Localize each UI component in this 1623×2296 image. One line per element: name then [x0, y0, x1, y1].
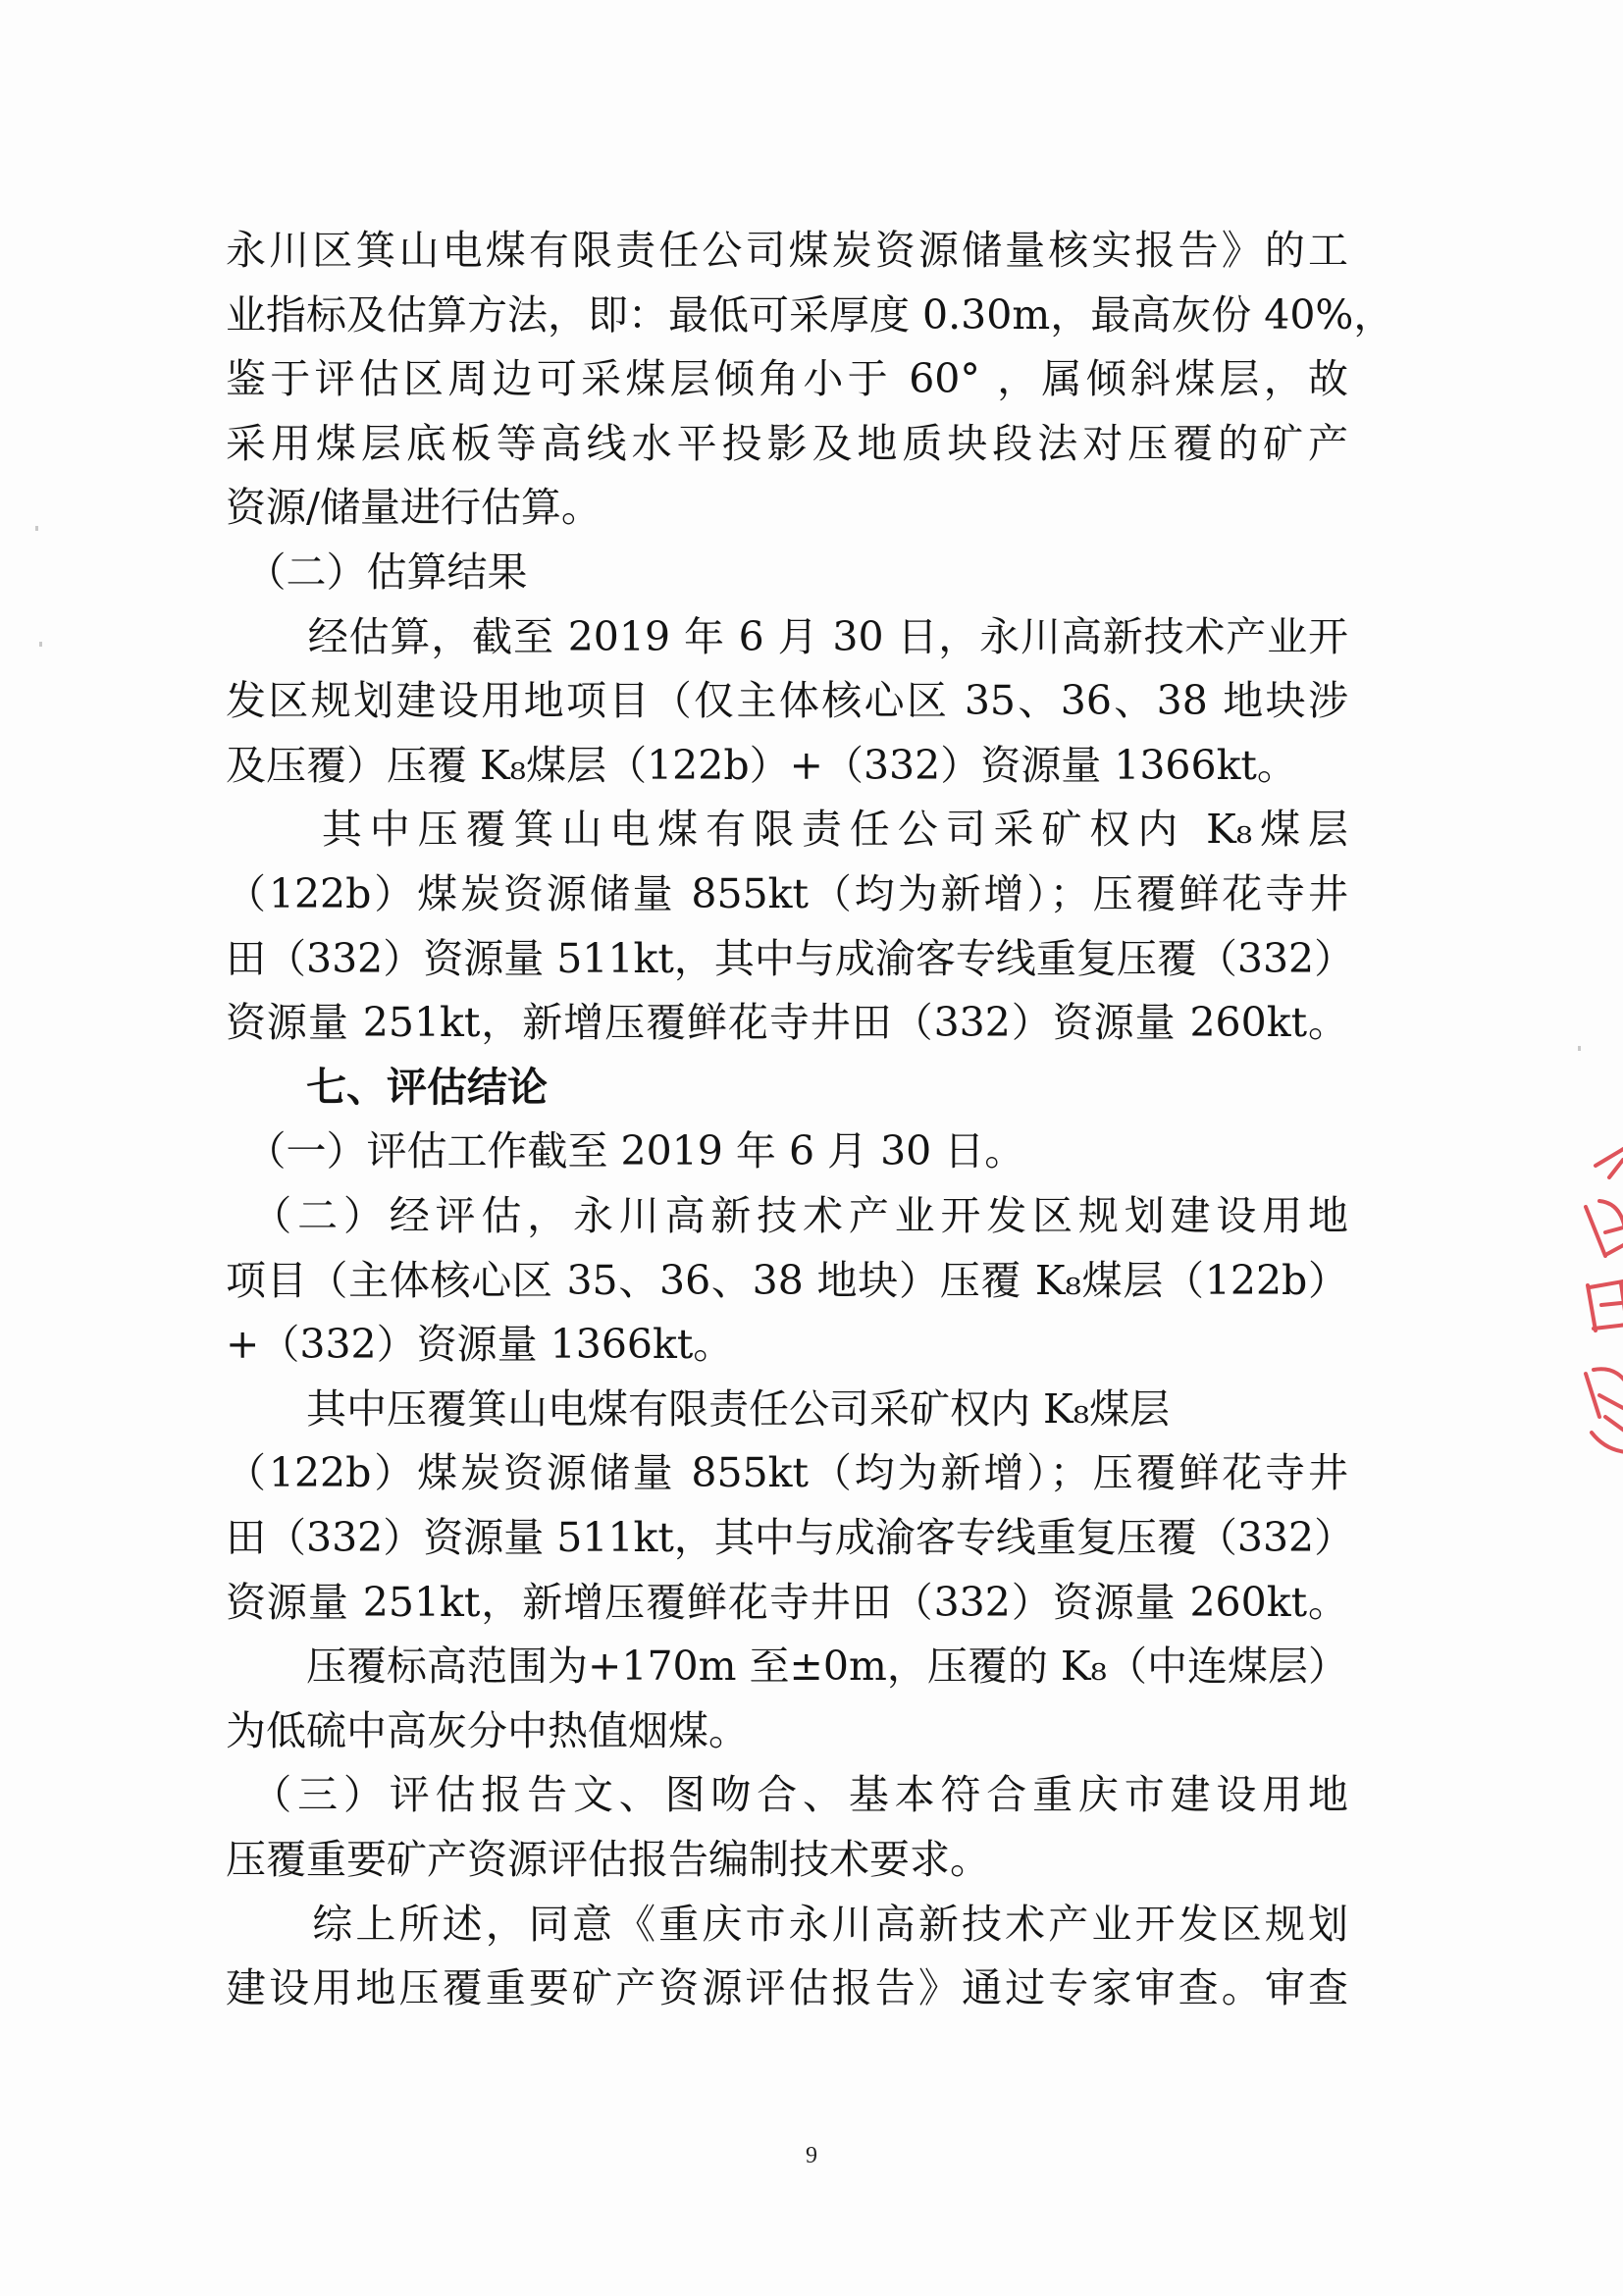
text-line: 采用煤层底板等高线水平投影及地质块段法对压覆的矿产 — [226, 419, 1348, 467]
text-line: 田（332）资源量 511kt，其中与成渝客专线重复压覆（332） — [226, 934, 1355, 982]
text-line: 项目（主体核心区 35、36、38 地块）压覆 K₈煤层（122b） — [226, 1256, 1348, 1304]
text-line: 经估算，截至 2019 年 6 月 30 日，永川高新技术产业开 — [226, 612, 1348, 660]
scan-artifact — [1578, 1046, 1581, 1051]
text-line: 田（332）资源量 511kt，其中与成渝客专线重复压覆（332） — [226, 1514, 1355, 1561]
text-line: （二）估算结果 — [226, 548, 528, 596]
text-line: （122b）煤炭资源储量 855kt（均为新增）；压覆鲜花寺井 — [226, 870, 1348, 917]
text-line: +（332）资源量 1366kt。 — [226, 1321, 734, 1369]
text-line: 发区规划建设用地项目（仅主体核心区 35、36、38 地块涉 — [226, 677, 1348, 725]
text-line: 业指标及估算方法，即：最低可采厚度 0.30m，最高灰份 40%， — [226, 290, 1394, 339]
text-line: （三）评估报告文、图吻合、基本符合重庆市建设用地 — [226, 1771, 1348, 1819]
text-line: 为低硫中高灰分中热值烟煤。 — [226, 1706, 749, 1754]
text-line: 及压覆）压覆 K₈煤层（122b）+（332）资源量 1366kt。 — [226, 741, 1297, 789]
text-line: 七、评估结论 — [226, 1063, 548, 1111]
red-seal-stamp-fragment — [1566, 1138, 1623, 1491]
page-number: 9 — [806, 2143, 817, 2168]
text-line: 压覆重要矿产资源评估报告编制技术要求。 — [226, 1836, 990, 1883]
text-line: （122b）煤炭资源储量 855kt（均为新增）；压覆鲜花寺井 — [226, 1449, 1348, 1497]
text-line: （一）评估工作截至 2019 年 6 月 30 日。 — [226, 1127, 1025, 1175]
text-line: 压覆标高范围为+170m 至±0m，压覆的 K₈（中连煤层） — [226, 1643, 1348, 1691]
text-line: （二）经评估，永川高新技术产业开发区规划建设用地 — [226, 1192, 1348, 1239]
text-line: 资源量 251kt，新增压覆鲜花寺井田（332）资源量 260kt。 — [226, 1578, 1348, 1626]
text-line: 资源量 251kt，新增压覆鲜花寺井田（332）资源量 260kt。 — [226, 999, 1348, 1047]
text-line: 综上所述，同意《重庆市永川高新技术产业开发区规划 — [226, 1900, 1348, 1948]
text-line: 鉴于评估区周边可采煤层倾角小于 60° ，属倾斜煤层，故 — [226, 355, 1348, 403]
text-line: 其中压覆箕山电煤有限责任公司采矿权内 K₈煤层 — [226, 806, 1348, 854]
text-line: 永川区箕山电煤有限责任公司煤炭资源储量核实报告》的工 — [226, 227, 1348, 274]
text-line: 建设用地压覆重要矿产资源评估报告》通过专家审查。审查 — [226, 1964, 1348, 2012]
text-line: 资源/储量进行估算。 — [226, 484, 602, 532]
text-line: 其中压覆箕山电煤有限责任公司采矿权内 K₈煤层 — [226, 1384, 1171, 1433]
scan-artifact — [39, 642, 42, 647]
scan-artifact — [35, 526, 38, 531]
